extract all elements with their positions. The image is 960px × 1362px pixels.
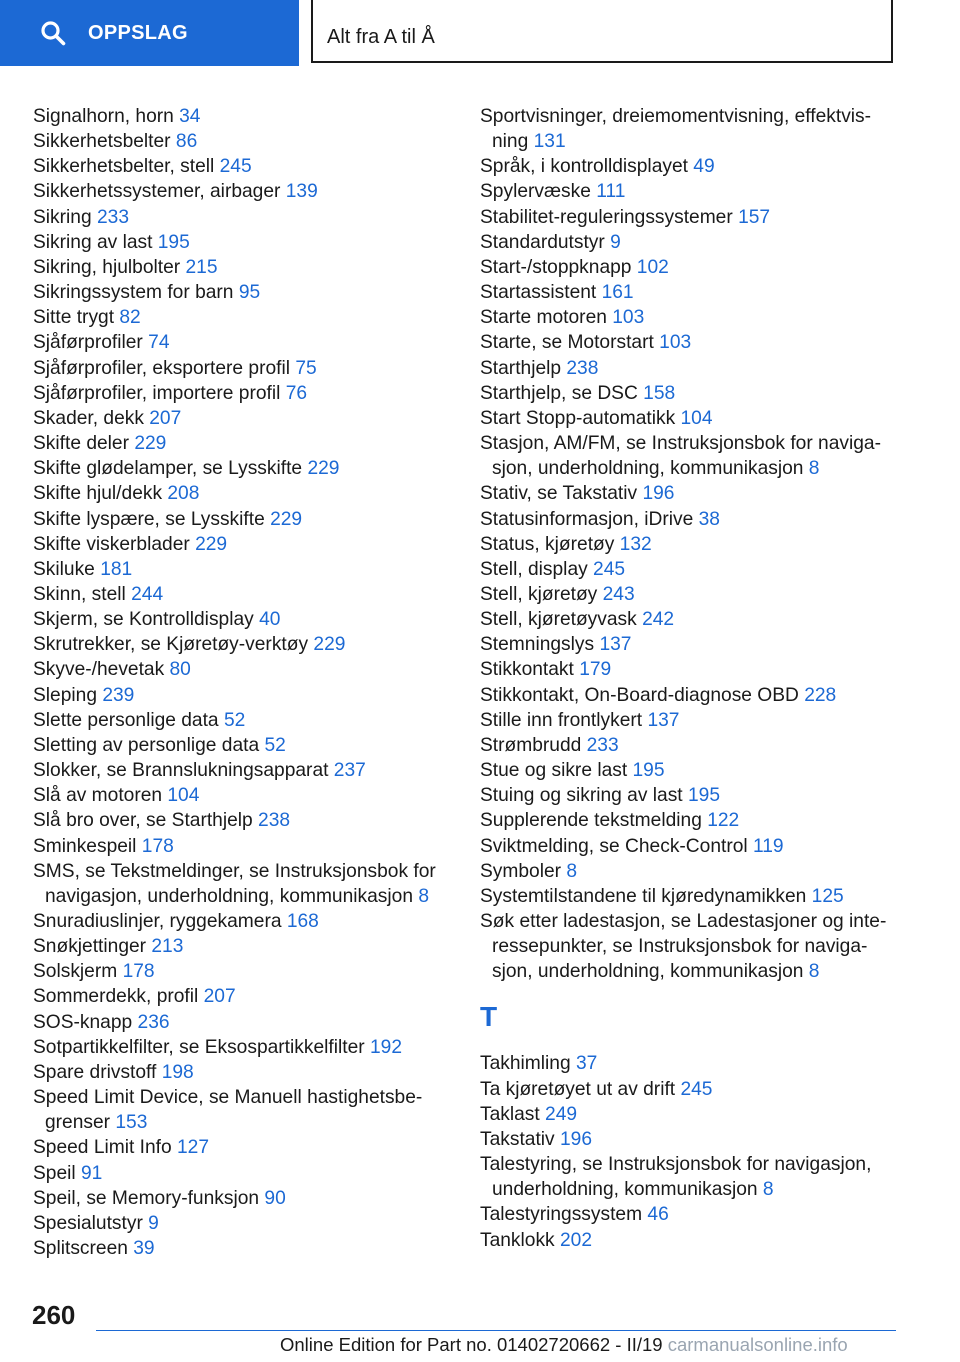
entry-term: Sikkerhetsbelter [33,131,176,153]
index-entry [33,607,453,632]
page-link[interactable]: 207 [149,407,182,429]
entry-term: Ta kjøretøyet ut av drift [480,1078,681,1100]
page-link[interactable]: 103 [612,307,645,329]
entry-term: Stikkontakt, On-Board-diagnose OBD [480,684,805,706]
index-entry [480,481,920,506]
page-link[interactable]: 196 [642,483,675,505]
page-link[interactable]: 8 [762,1179,774,1201]
index-entry [33,733,453,758]
page-link[interactable]: 168 [286,911,319,932]
entry-term: Skjerm, se Kontrolldisplay [33,609,260,631]
page-link[interactable]: 179 [579,659,612,681]
index-entry [33,230,453,255]
index-entry [480,104,920,154]
entry-term: Skader, dekk [33,407,150,429]
index-entry [33,657,453,682]
page-number: 260 [32,1300,76,1330]
entry-term: SOS-knapp [33,1011,138,1033]
entry-term: Start Stopp-automatikk [480,407,681,429]
index-entry [33,1010,453,1035]
index-entry [33,834,453,859]
entry-term: Stell, display [480,558,594,580]
tab-label: Alt fra A til Å [327,26,435,48]
page-link[interactable]: 74 [148,332,170,354]
entry-term: Stuing og sikring av last [480,785,688,807]
index-entry [480,1051,920,1076]
watermark-text: carmanualsonline.info [667,1334,848,1355]
index-entry [33,330,453,355]
page-link[interactable]: 119 [753,835,784,857]
entry-term: Speil, se Memory-funksjon [33,1187,265,1209]
entry-term: Talestyring, se Instruksjonsbok for navigasjon, underholdning, kommunikasjon [480,1154,872,1201]
index-entry [33,783,453,808]
entry-term: Takhimling [480,1053,576,1075]
entry-term: Status, kjøretøy [480,533,620,555]
entry-term: Speil [33,1162,81,1184]
index-entry [480,1102,920,1127]
index-entry [33,1186,453,1211]
page-link[interactable]: 8 [418,885,429,907]
page-link[interactable]: 229 [134,433,167,455]
entry-term: Speed Limit Device, se Manuell hastighetsbe- grenser [33,1087,423,1134]
entry-term: Splitscreen [33,1238,134,1260]
page-link[interactable]: 153 [115,1112,148,1134]
entry-term: Starthjelp, se DSC [480,382,644,404]
entry-term: SMS, se Tekstmeldinger, se Instruksjonsbok for navigasjon, underholdning, kommunikasjon [33,860,436,907]
entry-term: Sjåførprofiler, importere profil [33,382,286,404]
page-link[interactable]: 76 [285,382,308,404]
page-link[interactable]: 161 [601,282,634,304]
index-entry [480,507,920,532]
entry-term: Spare drivstoff [33,1061,162,1083]
index-entry [480,607,920,632]
index-entry [33,456,453,481]
index-entry [480,909,920,984]
entry-term: Spesialutstyr [33,1212,149,1234]
entry-term: Spylervæske [480,181,597,203]
page-link[interactable]: 104 [680,407,713,429]
page-link[interactable]: 229 [195,533,228,555]
index-entry [33,280,453,305]
entry-term: Slokker, se Brannslukningsapparat [33,760,334,782]
entry-term: Stell, kjøretøy [480,583,603,605]
entry-term: Stell, kjøretøyvask [480,609,643,631]
index-entry [480,683,920,708]
page-link[interactable]: 195 [687,785,720,807]
entry-term: Skrutrekker, se Kjøretøy-verktøy [33,634,314,656]
page-link[interactable]: 80 [169,659,191,681]
page-link[interactable]: 137 [599,634,632,656]
entry-term: Sjåførprofiler [33,332,149,354]
entry-term: Sikringssystem for barn [33,282,239,304]
page-link[interactable]: 233 [586,734,619,756]
page-link[interactable]: 208 [167,483,200,505]
index-entry [33,507,453,532]
entry-term: Stasjon, AM/FM, se Instruksjonsbok for naviga- sjon, underholdning, kommunikasjon [480,433,881,480]
page-header [0,0,960,66]
page-link[interactable]: 46 [647,1204,669,1226]
index-entry [33,104,453,129]
entry-term: Skifte viskerblader [33,533,196,555]
entry-term: Solskjerm [33,961,123,983]
entry-term: Skifte deler [33,433,135,455]
page-link[interactable]: 195 [632,760,665,782]
page-link[interactable]: 198 [161,1061,194,1083]
index-entry [480,205,920,230]
entry-term: Taklast [480,1103,546,1125]
index-entry [480,356,920,381]
entry-term: Standardutstyr [480,231,611,253]
entry-term: Skifte glødelamper, se Lysskifte [33,458,308,480]
entry-term: Snuradiuslinjer, ryggekamera [33,911,287,932]
index-entry [33,1085,453,1135]
index-entry [33,959,453,984]
edition-text: Online Edition for Part no. 01402720662 - II/19 [280,1334,663,1355]
entry-term: Speed Limit Info [33,1137,177,1159]
entry-term: Sikkerhetssystemer, airbager [33,181,286,203]
entry-term: Supplerende tekstmelding [480,810,708,832]
oppslag-label: OPPSLAG [88,21,188,44]
page-link[interactable]: 132 [619,533,652,555]
index-entry [33,1135,453,1160]
index-entry [480,154,920,179]
index-entry [33,1211,453,1236]
index-entry [480,179,920,204]
index-entry [480,758,920,783]
entry-term: Skifte hjul/dekk [33,483,168,505]
index-entry [33,532,453,557]
index-entry [480,632,920,657]
page-link[interactable]: 233 [96,206,129,228]
page-link[interactable]: 127 [177,1137,210,1159]
entry-term: Starthjelp [480,357,567,379]
page-link[interactable]: 40 [259,609,281,631]
entry-term: Skiluke [33,558,101,580]
index-entry [480,1202,920,1227]
page-link[interactable]: 9 [610,231,621,253]
page-link[interactable]: 34 [179,106,201,127]
entry-term: Sjåførprofiler, eksportere profil [33,357,296,379]
index-entry [480,1127,920,1152]
index-entry [480,859,920,884]
page-link[interactable]: 8 [808,458,820,480]
entry-term: Signalhorn, horn [33,106,180,127]
index-entry [33,582,453,607]
page-link[interactable]: 245 [680,1078,713,1100]
page-link[interactable]: 137 [647,709,680,731]
entry-term: Sotpartikkelfilter, se Eksospartikkelfilter [33,1036,370,1058]
page-link[interactable]: 236 [137,1011,170,1033]
entry-term: Skyve-/hevetak [33,659,170,681]
page-link[interactable]: 238 [258,810,291,832]
entry-term: Takstativ [480,1128,560,1150]
index-entry [33,557,453,582]
index-entry [480,733,920,758]
page-link[interactable]: 9 [148,1212,159,1234]
index-entry [33,305,453,330]
page-link[interactable]: 90 [264,1187,286,1209]
index-entry [33,708,453,733]
entry-term: Stue og sikre last [480,760,633,782]
page-link[interactable]: 82 [119,307,141,329]
index-entry [480,431,920,481]
entry-term: Snøkjettinger [33,936,152,958]
entry-term: Talestyringssystem [480,1204,648,1226]
index-entry [480,1152,920,1202]
page-link[interactable]: 91 [81,1162,103,1184]
entry-term: Stativ, se Takstativ [480,483,643,505]
index-entry [33,632,453,657]
page-link[interactable]: 104 [167,785,200,807]
index-entry [33,381,453,406]
page-link[interactable]: 38 [698,508,720,530]
page-link[interactable]: 125 [811,885,844,907]
page-link[interactable]: 131 [533,131,566,153]
entry-term: Sportvisninger, dreiemomentvisning, effektvis- ning [480,106,872,153]
entry-term: Sommerdekk, profil [33,986,204,1008]
entry-term: Skifte lyspære, se Lysskifte [33,508,271,530]
entry-term: Start-/stoppknapp [480,256,637,278]
entry-term: Startassistent [480,282,602,304]
page-link[interactable]: 215 [185,256,218,278]
index-entry [33,205,453,230]
index-entry [33,1161,453,1186]
page-link[interactable]: 139 [285,181,318,203]
search-icon [40,20,66,46]
index-entry [33,758,453,783]
entry-term: Sikring, hjulbolter [33,256,186,278]
page-link[interactable]: 181 [100,558,133,580]
entry-term: Statusinformasjon, iDrive [480,508,699,530]
page-link[interactable]: 49 [693,156,715,178]
index-entry [480,1077,920,1102]
page-link[interactable]: 157 [738,206,771,228]
page-link[interactable]: 238 [566,357,599,379]
footer-divider [96,1330,896,1331]
index-column-left [33,104,453,1261]
page-link[interactable]: 178 [141,835,174,857]
index-entry [480,305,920,330]
page-link[interactable]: 244 [131,583,164,605]
page-link[interactable]: 103 [659,332,692,354]
entry-term: Sitte trygt [33,307,120,329]
index-list-t [480,1051,920,1252]
entry-term: Tanklokk [480,1229,560,1251]
index-entry [480,657,920,682]
entry-term: Sikring [33,206,97,228]
entry-term: Søk etter ladestasjon, se Ladestasjoner og inte- ressepunkter, se Instruksjonsbok for naviga- sjon, underholdning, kommunikasjon [480,911,887,983]
index-entry [480,884,920,909]
page-link[interactable]: 245 [219,156,252,178]
entry-term: Systemtilstandene til kjøredynamikken [480,885,812,907]
index-entry [480,808,920,833]
index-entry [33,683,453,708]
page-link[interactable]: 158 [643,382,676,404]
page-link[interactable]: 239 [102,684,135,706]
page-link[interactable]: 213 [151,936,184,958]
index-entry [480,834,920,859]
page-link[interactable]: 229 [313,634,346,656]
page-link[interactable]: 52 [223,709,246,731]
index-entry [33,129,453,154]
entry-term: Slette personlige data [33,709,224,731]
entry-term: Strømbrudd [480,734,587,756]
page-link[interactable]: 8 [808,961,820,983]
page-link[interactable]: 86 [175,131,198,153]
page-link[interactable]: 237 [333,760,366,782]
entry-term: Skinn, stell [33,583,132,605]
entry-term: Slå bro over, se Starthjelp [33,810,259,832]
index-entry [33,1060,453,1085]
page-link[interactable]: 102 [636,256,669,278]
index-entry [33,1236,453,1261]
entry-term: Stille inn frontlykert [480,709,648,731]
page-link[interactable]: 95 [238,282,261,304]
page-link[interactable]: 196 [559,1128,592,1150]
entry-term: Sletting av personlige data [33,734,265,756]
page-link[interactable]: 242 [642,609,675,631]
entry-term: Starte motoren [480,307,613,329]
entry-term: Symboler [480,860,567,882]
index-column-right [480,104,920,1253]
page-link[interactable]: 192 [369,1036,402,1058]
entry-term: Sikkerhetsbelter, stell [33,156,220,178]
page-link[interactable]: 75 [295,357,317,379]
page-link[interactable]: 8 [566,860,578,882]
oppslag-button[interactable] [0,0,299,66]
index-entry [480,406,920,431]
index-entry [33,481,453,506]
page-link[interactable]: 122 [707,810,740,832]
index-entry [480,783,920,808]
index-entry [480,230,920,255]
page-link[interactable]: 111 [596,181,626,203]
entry-term: Starte, se Motorstart [480,332,660,354]
index-entry [480,582,920,607]
entry-term: Stabilitet-reguleringssystemer [480,206,739,228]
index-entry [33,984,453,1009]
page-link[interactable]: 178 [122,961,155,983]
index-entry [33,255,453,280]
entry-term: Stemningslys [480,634,600,656]
page-link[interactable]: 249 [545,1103,578,1125]
page-link[interactable]: 39 [133,1238,155,1260]
index-entry [33,431,453,456]
index-entry [480,381,920,406]
index-entry [480,557,920,582]
index-entry [480,330,920,355]
entry-term: Sikring av last [33,231,158,253]
index-entry [480,255,920,280]
page-link[interactable]: 229 [307,458,340,480]
tab-alt-fra-a-til-a[interactable] [311,0,893,63]
page-link[interactable]: 207 [203,986,236,1008]
entry-term: Sviktmelding, se Check-Control [480,835,753,857]
index-entry [33,179,453,204]
index-entry [33,859,453,909]
index-entry [33,909,453,934]
index-entry [33,808,453,833]
index-entry [33,1035,453,1060]
entry-term: Stikkontakt [480,659,580,681]
index-entry [33,934,453,959]
page-link[interactable]: 243 [602,583,635,605]
index-list-s-continued [480,104,920,984]
page-link[interactable]: 245 [593,558,626,580]
entry-term: Sminkespeil [33,835,142,857]
index-entry [480,280,920,305]
page-link[interactable]: 195 [157,231,190,253]
index-entry [480,532,920,557]
index-entry [33,406,453,431]
entry-term: Slå av motoren [33,785,168,807]
entry-term: Sleping [33,684,103,706]
index-entry [33,356,453,381]
index-entry [33,154,453,179]
footer-edition [280,1334,848,1356]
page-link[interactable]: 228 [804,684,837,706]
entry-term: Språk, i kontrolldisplayet [480,156,694,178]
page-link[interactable]: 37 [575,1053,598,1075]
page-link[interactable]: 52 [264,734,286,756]
page-link[interactable]: 229 [270,508,303,530]
section-letter-t: T [480,1001,498,1033]
index-entry [480,708,920,733]
page-link[interactable]: 202 [559,1229,592,1251]
index-entry [480,1228,920,1253]
